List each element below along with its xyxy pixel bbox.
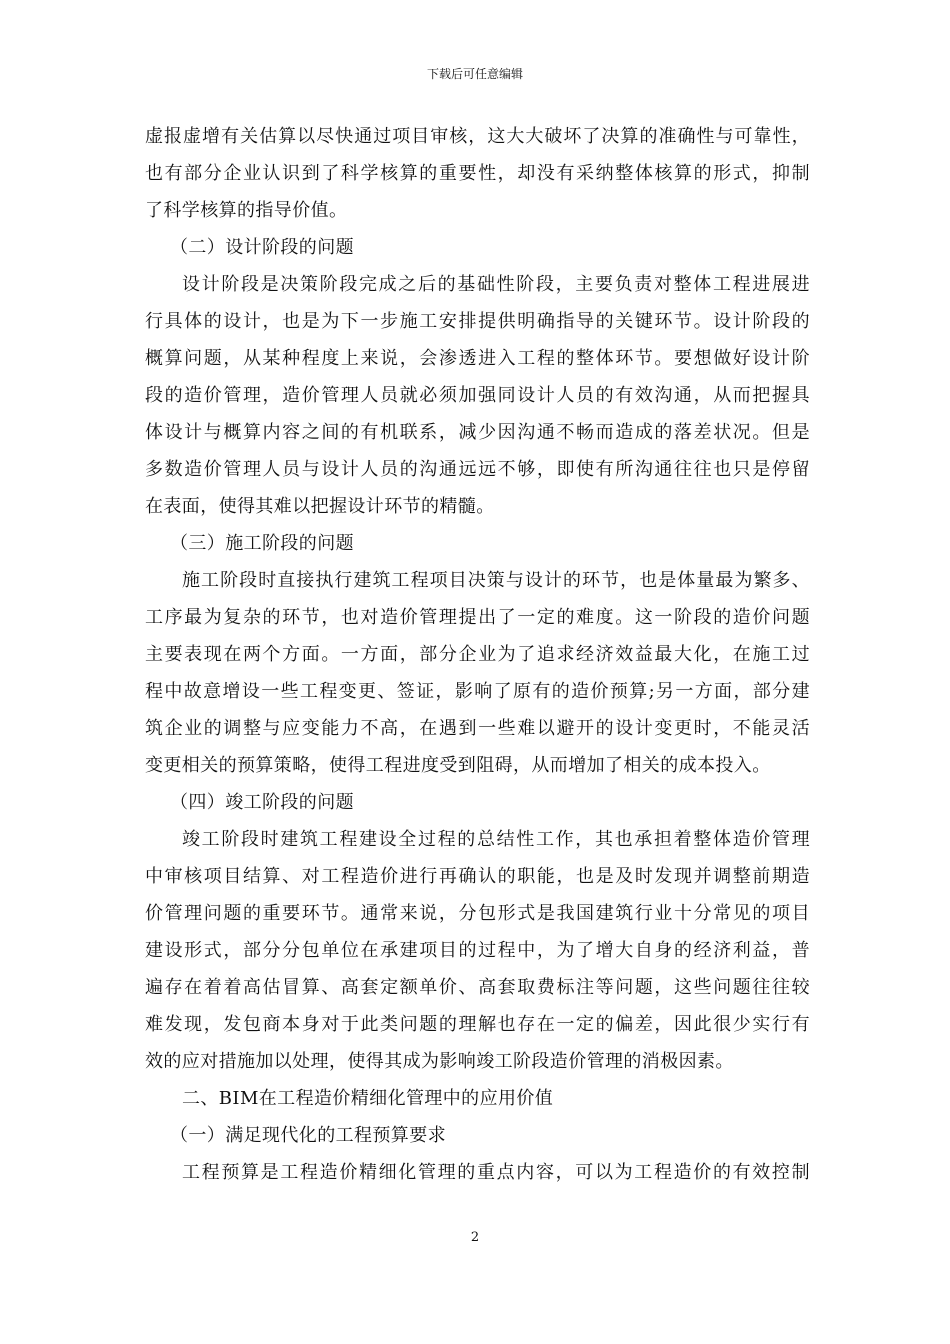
text-line: 建设形式，部分分包单位在承建项目的过程中，为了增大自身的经济利益，普: [145, 940, 810, 961]
text-line: 价管理问题的重要环节。通常来说，分包形式是我国建筑行业十分常见的项目: [145, 903, 810, 924]
text-line: 中审核项目结算、对工程造价进行再确认的职能，也是及时发现并调整前期造: [145, 866, 810, 887]
text-line: 体设计与概算内容之间的有机联系，减少因沟通不畅而造成的落差状况。但是: [145, 422, 810, 443]
text-line: 程中故意增设一些工程变更、签证，影响了原有的造价预算;另一方面，部分建: [145, 681, 810, 702]
text-line: 多数造价管理人员与设计人员的沟通远远不够，即使有所沟通往往也只是停留: [145, 459, 810, 480]
text-line: 概算问题，从某种程度上来说，会渗透进入工程的整体环节。要想做好设计阶: [145, 348, 810, 369]
text-line: 施工阶段时直接执行建筑工程项目决策与设计的环节，也是体量最为繁多、: [182, 570, 810, 591]
text-line: 工序最为复杂的环节，也对造价管理提出了一定的难度。这一阶段的造价问题: [145, 607, 810, 628]
text-line: 了科学核算的指导价值。: [145, 200, 348, 221]
text-line: 工程预算是工程造价精细化管理的重点内容，可以为工程造价的有效控制: [182, 1162, 810, 1183]
text-line: 设计阶段是决策阶段完成之后的基础性阶段，主要负责对整体工程进展进: [182, 274, 810, 295]
text-line: 遍存在着着高估冒算、高套定额单价、高套取费标注等问题，这些问题往往较: [145, 977, 810, 998]
text-line: 效的应对措施加以处理，使得其成为影响竣工阶段造价管理的消极因素。: [145, 1051, 734, 1072]
page-number: 2: [470, 1230, 480, 1245]
section-heading: （三）施工阶段的问题: [170, 533, 354, 554]
text-line: 段的造价管理，造价管理人员就必须加强同设计人员的有效沟通，从而把握具: [145, 385, 810, 406]
text-line: 竣工阶段时建筑工程建设全过程的总结性工作，其也承担着整体造价管理: [182, 829, 810, 850]
section-heading: （四）竣工阶段的问题: [170, 792, 354, 813]
section-heading: （二）设计阶段的问题: [170, 237, 354, 258]
chapter-heading: 二、BIM在工程造价精细化管理中的应用价值: [182, 1088, 554, 1109]
text-line: 变更相关的预算策略，使得工程进度受到阻碍，从而增加了相关的成本投入。: [145, 755, 771, 776]
text-line: 行具体的设计，也是为下一步施工安排提供明确指导的关键环节。设计阶段的: [145, 311, 810, 332]
text-line: 在表面，使得其难以把握设计环节的精髓。: [145, 496, 495, 517]
document-body: [145, 118, 810, 1191]
section-heading: （一）满足现代化的工程预算要求: [170, 1125, 446, 1146]
text-line: 主要表现在两个方面。一方面，部分企业为了追求经济效益最大化，在施工过: [145, 644, 810, 665]
page-header: 下载后可任意编辑: [426, 67, 523, 81]
text-line: 也有部分企业认识到了科学核算的重要性，却没有采纳整体核算的形式，抑制: [145, 163, 810, 184]
text-line: 筑企业的调整与应变能力不高，在遇到一些难以避开的设计变更时，不能灵活: [145, 718, 810, 739]
text-line: 难发现，发包商本身对于此类问题的理解也存在一定的偏差，因此很少实行有: [145, 1014, 810, 1035]
text-line: 虚报虚增有关估算以尽快通过项目审核，这大大破坏了决算的准确性与可靠性，: [145, 126, 810, 147]
